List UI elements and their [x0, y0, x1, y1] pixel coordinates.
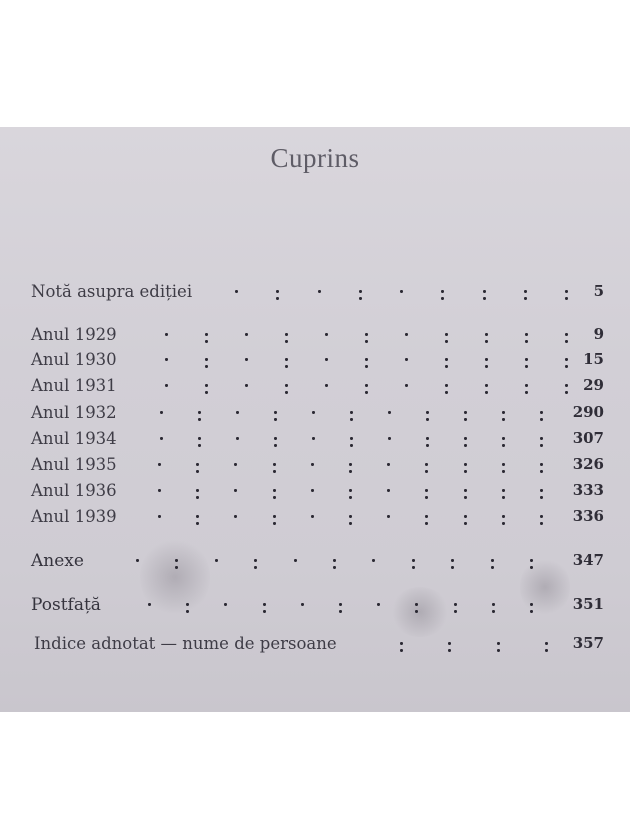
leader-dot — [502, 411, 505, 421]
leader-dot — [273, 463, 276, 473]
leader-dot — [400, 642, 403, 652]
book-page — [0, 127, 630, 712]
leader-dot — [525, 358, 528, 368]
toc-entry-label: Notă asupra ediției — [31, 282, 193, 301]
leader-dot — [454, 603, 457, 613]
leader-dot — [502, 463, 505, 473]
leader-dot — [365, 358, 368, 368]
toc-entry-label: Anul 1932 — [31, 403, 117, 422]
toc-entry-page: 326 — [572, 455, 604, 473]
leader-dot — [525, 333, 528, 343]
leader-dot — [524, 290, 527, 300]
leader-dot — [425, 463, 428, 473]
leader-dot — [198, 437, 201, 447]
leader-dot — [236, 437, 239, 440]
toc-entry-page: 307 — [572, 429, 604, 447]
leader-dot — [365, 333, 368, 343]
leader-dot — [485, 358, 488, 368]
leader-dot — [318, 290, 321, 293]
leader-dot — [565, 384, 568, 394]
toc-entry-page: 5 — [593, 282, 604, 300]
toc-entry-page: 347 — [572, 551, 604, 569]
toc-entry-page: 351 — [572, 595, 604, 613]
toc-entry-label: Anul 1936 — [31, 481, 117, 500]
leader-dot — [425, 515, 428, 525]
dot-leader — [158, 463, 540, 477]
leader-dot — [186, 603, 189, 613]
leader-dot — [196, 515, 199, 525]
leader-dot — [165, 384, 168, 387]
toc-entry — [0, 595, 630, 619]
toc-entry-label: Anul 1930 — [31, 350, 117, 369]
leader-dot — [311, 463, 314, 466]
leader-dot — [245, 333, 248, 336]
leader-dot — [492, 603, 495, 613]
page-title: Cuprins — [270, 143, 360, 173]
leader-dot — [502, 515, 505, 525]
toc-entry-label: Anul 1939 — [31, 507, 117, 526]
toc-entry-page: 336 — [572, 507, 604, 525]
leader-dot — [224, 603, 227, 606]
leader-dot — [311, 515, 314, 518]
toc-entry-label: Postfață — [31, 595, 101, 615]
leader-dot — [565, 358, 568, 368]
toc-entry — [0, 551, 630, 575]
leader-dot — [405, 333, 408, 336]
leader-dot — [464, 411, 467, 421]
leader-dot — [565, 290, 568, 300]
leader-dot — [540, 489, 543, 499]
leader-dot — [359, 290, 362, 300]
leader-dot — [451, 559, 454, 569]
leader-dot — [285, 333, 288, 343]
toc-entry — [0, 481, 630, 505]
toc-entry-label: Anul 1931 — [31, 376, 117, 395]
leader-dot — [350, 437, 353, 447]
leader-dot — [502, 437, 505, 447]
leader-dot — [388, 437, 391, 440]
leader-dot — [540, 463, 543, 473]
leader-dot — [339, 603, 342, 613]
leader-dot — [294, 559, 297, 562]
leader-dot — [160, 411, 163, 414]
leader-dot — [350, 411, 353, 421]
leader-dot — [491, 559, 494, 569]
dot-leader — [235, 290, 565, 304]
leader-dot — [464, 463, 467, 473]
leader-dot — [285, 358, 288, 368]
dot-leader — [165, 333, 565, 347]
toc-entry — [0, 455, 630, 479]
leader-dot — [158, 515, 161, 518]
leader-dot — [540, 411, 543, 421]
leader-dot — [273, 489, 276, 499]
leader-dot — [234, 489, 237, 492]
leader-dot — [565, 333, 568, 343]
leader-dot — [234, 463, 237, 466]
leader-dot — [273, 515, 276, 525]
leader-dot — [312, 411, 315, 414]
leader-dot — [160, 437, 163, 440]
leader-dot — [502, 489, 505, 499]
leader-dot — [311, 489, 314, 492]
leader-dot — [196, 489, 199, 499]
leader-dot — [405, 384, 408, 387]
dot-leader — [158, 515, 540, 529]
leader-dot — [349, 463, 352, 473]
dot-leader — [400, 642, 545, 656]
leader-dot — [415, 603, 418, 613]
leader-dot — [245, 384, 248, 387]
dot-leader — [165, 358, 565, 372]
leader-dot — [325, 358, 328, 361]
leader-dot — [175, 559, 178, 569]
leader-dot — [196, 463, 199, 473]
toc-entry-label: Anul 1935 — [31, 455, 117, 474]
leader-dot — [464, 489, 467, 499]
leader-dot — [372, 559, 375, 562]
leader-dot — [400, 290, 403, 293]
toc-entry — [0, 403, 630, 427]
leader-dot — [215, 559, 218, 562]
toc-entry — [0, 376, 630, 400]
leader-dot — [205, 333, 208, 343]
leader-dot — [464, 515, 467, 525]
leader-dot — [254, 559, 257, 569]
leader-dot — [485, 333, 488, 343]
leader-dot — [158, 489, 161, 492]
leader-dot — [441, 290, 444, 300]
toc-entry — [0, 429, 630, 453]
leader-dot — [497, 642, 500, 652]
leader-dot — [234, 515, 237, 518]
leader-dot — [426, 411, 429, 421]
toc-entry — [0, 282, 630, 306]
leader-dot — [425, 489, 428, 499]
leader-dot — [485, 384, 488, 394]
leader-dot — [205, 384, 208, 394]
leader-dot — [387, 489, 390, 492]
leader-dot — [464, 437, 467, 447]
leader-dot — [235, 290, 238, 293]
leader-dot — [388, 411, 391, 414]
leader-dot — [333, 559, 336, 569]
leader-dot — [445, 358, 448, 368]
leader-dot — [274, 437, 277, 447]
leader-dot — [530, 603, 533, 613]
leader-dot — [245, 358, 248, 361]
toc-entry — [0, 325, 630, 349]
toc-entry-page: 357 — [572, 634, 604, 652]
leader-dot — [274, 411, 277, 421]
leader-dot — [365, 384, 368, 394]
dot-leader — [136, 559, 530, 573]
leader-dot — [236, 411, 239, 414]
toc-entry-label: Anul 1929 — [31, 325, 117, 344]
leader-dot — [540, 515, 543, 525]
toc-entry-page: 9 — [593, 325, 604, 343]
toc-entry-label: Anul 1934 — [31, 429, 117, 448]
leader-dot — [483, 290, 486, 300]
leader-dot — [198, 411, 201, 421]
dot-leader — [160, 411, 540, 425]
toc-entry-page: 290 — [572, 403, 604, 421]
leader-dot — [445, 333, 448, 343]
toc-entry-page: 333 — [572, 481, 604, 499]
leader-dot — [285, 384, 288, 394]
leader-dot — [426, 437, 429, 447]
toc-entry-page: 15 — [583, 350, 604, 368]
leader-dot — [325, 333, 328, 336]
leader-dot — [263, 603, 266, 613]
toc-entry-label: Anexe — [31, 551, 84, 571]
toc-entry — [0, 634, 630, 658]
toc-entry — [0, 350, 630, 374]
dot-leader — [158, 489, 540, 503]
leader-dot — [205, 358, 208, 368]
toc-entry-label: Indice adnotat — nume de persoane — [34, 634, 337, 653]
leader-dot — [312, 437, 315, 440]
dot-leader — [160, 437, 540, 451]
leader-dot — [165, 333, 168, 336]
leader-dot — [325, 384, 328, 387]
leader-dot — [525, 384, 528, 394]
leader-dot — [530, 559, 533, 569]
leader-dot — [412, 559, 415, 569]
dot-leader — [165, 384, 565, 398]
leader-dot — [545, 642, 548, 652]
dot-leader — [148, 603, 530, 617]
leader-dot — [349, 489, 352, 499]
leader-dot — [136, 559, 139, 562]
leader-dot — [276, 290, 279, 300]
toc-entry-page: 29 — [583, 376, 604, 394]
leader-dot — [405, 358, 408, 361]
leader-dot — [448, 642, 451, 652]
leader-dot — [387, 463, 390, 466]
leader-dot — [445, 384, 448, 394]
toc-entry — [0, 507, 630, 531]
leader-dot — [148, 603, 151, 606]
leader-dot — [301, 603, 304, 606]
leader-dot — [540, 437, 543, 447]
leader-dot — [165, 358, 168, 361]
leader-dot — [387, 515, 390, 518]
leader-dot — [158, 463, 161, 466]
leader-dot — [349, 515, 352, 525]
leader-dot — [377, 603, 380, 606]
